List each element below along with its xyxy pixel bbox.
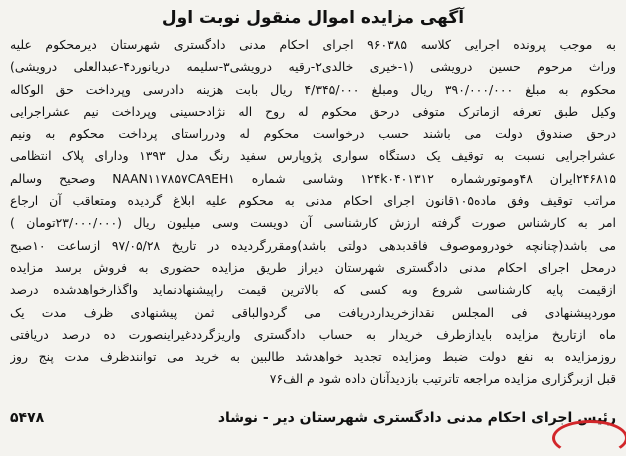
body-line: روزمزایده به نفع دولت ضبط ومزایده تجدید خواهدشد طالبین به خرید می توانندظرف مدت پنج روز bbox=[10, 349, 616, 365]
body-line: ازقیمت پایه کارشناسی شروع وبه کسی که بالاترین قیمت راپیشنهادنماید واگذارخواهدشده درصد bbox=[10, 282, 616, 298]
body-line: مراتب توقیف وفق ماده۱۰۵قانون اجرای احکام مدنی به محکوم علیه ابلاغ گردیده ومتعاقب آن ارجاع bbox=[10, 193, 616, 209]
notice-footer bbox=[10, 410, 616, 426]
stamp-mark bbox=[552, 420, 626, 456]
body-line: موردپیشنهادی فی المجلس نقدازخریداردریافت می گردوالباقی ثمن پیشنهادی ظرف مدت یک bbox=[10, 304, 616, 320]
body-line: به موجب پرونده اجرایی کلاسه ۹۶۰۳۸۵ اجرای احکام مدنی دادگستری شهرستان دیرمحکوم علیه bbox=[10, 37, 616, 52]
ad-code: ۵۴۷۸ bbox=[10, 410, 45, 426]
signature-line: رئیس اجرای احکام مدنی دادگستری شهرستان دیر - نوشاد bbox=[217, 410, 616, 426]
body-line: می باشد(چنانچه خودروموصوف فاقدبدهی دولتی باشد)ومقررگردیده در تاریخ ۹۷/۰۵/۲۸ ازساعت ۱۰صبح bbox=[10, 237, 616, 253]
body-line: وراث مرحوم حسین درویشی (۱-خیری خالدی۲-رقیه درویشی۳-سلیمه دریانورد۴-عبدالعلی درویشی) bbox=[10, 59, 616, 75]
body-line: امر به کارشناس صورت گرفته ارزش کارشناسی آن دویست وسی میلیون ریال (۲۳/۰۰۰/۰۰۰تومان ) bbox=[10, 215, 616, 231]
body-line: درمحل اجرای احکام مدنی دادگستری شهرستان دیراز طریق مزایده حضوری به فروش برسد مزایده bbox=[10, 259, 616, 275]
body-line: درحق صندوق دولت می باشند حسب درخواست محکوم له ودرراستای پرداخت محکوم به ونیم bbox=[10, 126, 616, 142]
body-line: محکوم به مبلغ ۳۹۰/۰۰۰/۰۰۰ ریال ومبلغ ۴/۳۴۵/۰۰۰ ریال بابت هزینه دادرسی وپرداخت حق الوکاله bbox=[10, 81, 616, 97]
body-line: عشراجرایی نسبت به توقیف یک دستگاه سواری پژوپارس سفید رنگ مدل ۱۳۹۳ ودارای پلاک انتظامی bbox=[10, 148, 616, 164]
notice-body bbox=[10, 34, 616, 391]
body-line: ۲۴۶۸۱۵ایران ۴۸وموتورشماره ۱۲۴k۰۴۰۱۳۱۲ وشاسی شماره NAAN۱۱۷۸۵۷CA۹EH۱ وصحیح وسالم bbox=[10, 170, 616, 186]
notice-title: آگهی مزایده اموال منقول نوبت اول bbox=[161, 8, 465, 28]
body-line: وکیل طبق تعرفه ازماترک متوفی درحق محکوم له روح اله نژادحسینی وپرداخت نیم عشراجرایی bbox=[10, 103, 616, 119]
body-line: ماه ازتاریخ مزایده بایدازطرف خریدار به حساب دادگستری واریزگرددغیراینصورت ده درصد دریافتی bbox=[10, 326, 616, 342]
body-line: قبل ازبرگزاری مزایده مراجعه تاترتیب بازدیدآنان داده شود م الف۷۶ bbox=[269, 371, 616, 387]
